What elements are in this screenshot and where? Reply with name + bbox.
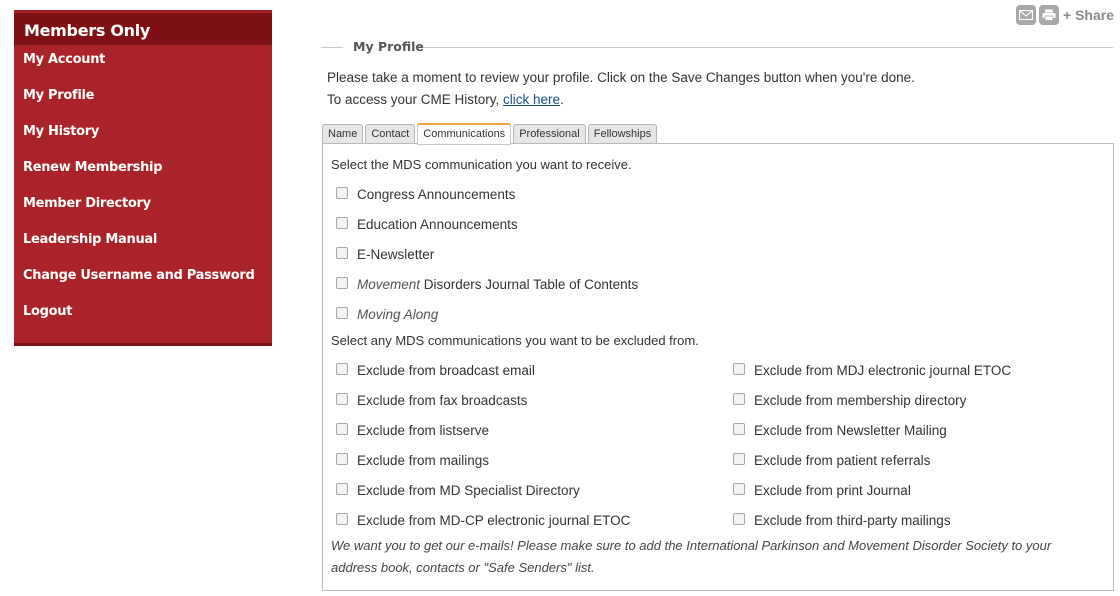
exclude-option (733, 393, 966, 408)
option-label: Exclude from fax broadcasts (357, 393, 528, 408)
sidebar-item-my-account[interactable]: My Account (23, 52, 106, 67)
sidebar-item-logout[interactable]: Logout (23, 304, 73, 319)
exclude-mdj-etoc-checkbox[interactable] (733, 363, 745, 375)
exclude-option (336, 423, 489, 438)
exclude-newsletter-mailing-checkbox[interactable] (733, 423, 745, 435)
page-title-row (321, 39, 1113, 55)
print-icon[interactable] (1039, 5, 1059, 25)
profile-tabs (322, 123, 657, 144)
exclude-option (733, 513, 951, 528)
intro-text: Please take a moment to review your profile. Click on the Save Changes button when you're done. (327, 70, 915, 85)
title-rule-right (423, 47, 1113, 48)
moving-along-checkbox[interactable] (336, 307, 348, 319)
receive-option (336, 277, 638, 292)
cme-history-suffix: . (560, 92, 564, 107)
option-label-italic: Moving Along (357, 307, 439, 322)
exclude-section-label: Select any MDS communications you want to be excluded from. (331, 333, 699, 348)
exclude-option (733, 483, 911, 498)
sidebar-item-my-history[interactable]: My History (23, 124, 100, 139)
option-label: Exclude from mailings (357, 453, 490, 468)
option-label: Exclude from third-party mailings (754, 513, 951, 528)
exclude-broadcast-email-checkbox[interactable] (336, 363, 348, 375)
tab-fellowships[interactable]: Fellowships (588, 124, 657, 144)
exclude-listserve-checkbox[interactable] (336, 423, 348, 435)
exclude-membership-directory-checkbox[interactable] (733, 393, 745, 405)
option-label: Exclude from Newsletter Mailing (754, 423, 947, 438)
tab-contact[interactable]: Contact (365, 124, 415, 144)
exclude-fax-broadcasts-checkbox[interactable] (336, 393, 348, 405)
receive-section-label: Select the MDS communication you want to receive. (331, 157, 632, 172)
share-button[interactable]: + Share (1063, 7, 1114, 23)
option-label: Disorders Journal Table of Contents (420, 277, 639, 292)
cme-history-line (327, 92, 564, 107)
option-label: Exclude from MDJ electronic journal ETOC (754, 363, 1012, 378)
exclude-option (336, 513, 630, 528)
exclude-print-journal-checkbox[interactable] (733, 483, 745, 495)
option-label-italic: Movement (357, 277, 421, 292)
share-bar (1016, 5, 1114, 25)
option-label: Exclude from print Journal (754, 483, 911, 498)
sidebar-item-change-username-password[interactable]: Change Username and Password (23, 268, 255, 283)
email-icon[interactable] (1016, 5, 1036, 25)
exclude-md-cp-etoc-checkbox[interactable] (336, 513, 348, 525)
congress-announcements-checkbox[interactable] (336, 187, 348, 199)
option-label: Exclude from membership directory (754, 393, 967, 408)
tab-communications[interactable]: Communications (417, 123, 511, 145)
exclude-option (336, 393, 527, 408)
option-label: Congress Announcements (357, 187, 516, 202)
option-label: Exclude from listserve (357, 423, 490, 438)
journal-toc-checkbox[interactable] (336, 277, 348, 289)
members-sidebar (14, 10, 272, 346)
page-title: My Profile (353, 39, 424, 54)
option-label: Exclude from MD Specialist Directory (357, 483, 580, 498)
exclude-option (733, 423, 947, 438)
sidebar-item-member-directory[interactable]: Member Directory (23, 196, 151, 211)
exclude-patient-referrals-checkbox[interactable] (733, 453, 745, 465)
receive-option (336, 217, 518, 232)
e-newsletter-checkbox[interactable] (336, 247, 348, 259)
option-label: Exclude from broadcast email (357, 363, 535, 378)
option-label: Exclude from patient referrals (754, 453, 931, 468)
exclude-option (733, 363, 1011, 378)
exclude-option (336, 453, 489, 468)
safe-senders-note: We want you to get our e-mails! Please make sure to add the International Parkinson and Movement Disorder Society to your address book, contacts or "Safe Senders" list. (331, 538, 1052, 575)
exclude-option (733, 453, 930, 468)
sidebar-item-leadership-manual[interactable]: Leadership Manual (23, 232, 158, 247)
exclude-md-specialist-directory-checkbox[interactable] (336, 483, 348, 495)
exclude-option (336, 363, 535, 378)
option-label: E-Newsletter (357, 247, 435, 262)
cme-history-prefix: To access your CME History, (327, 92, 504, 107)
tab-professional[interactable]: Professional (513, 124, 586, 144)
education-announcements-checkbox[interactable] (336, 217, 348, 229)
sidebar-header: Members Only (14, 10, 272, 45)
sidebar-item-my-profile[interactable]: My Profile (23, 88, 95, 103)
title-rule-left (321, 47, 343, 48)
exclude-mailings-checkbox[interactable] (336, 453, 348, 465)
option-label: Exclude from MD-CP electronic journal ETOC (357, 513, 631, 528)
receive-option (336, 307, 438, 322)
cme-history-link[interactable]: click here (503, 92, 561, 107)
receive-option (336, 247, 434, 262)
receive-option (336, 187, 515, 202)
sidebar-item-renew-membership[interactable]: Renew Membership (23, 160, 163, 175)
exclude-third-party-mailings-checkbox[interactable] (733, 513, 745, 525)
exclude-option (336, 483, 580, 498)
tab-name[interactable]: Name (322, 124, 363, 144)
option-label: Education Announcements (357, 217, 518, 232)
